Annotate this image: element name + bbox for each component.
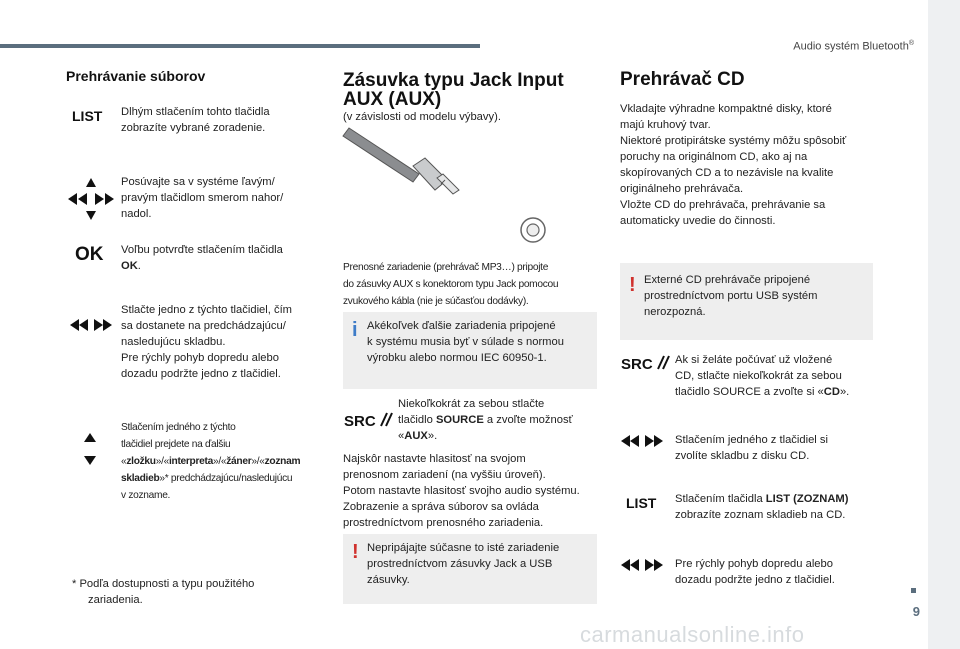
volume-instructions: Najskôr nastavte hlasitosť na svojom prenosnom zariadení (na vyššiu úroveň). Potom nastavte hlasitosť svojho audio systému. Zobrazenie a správa súborov sa ovláda prostredníctvom prenosného zariadenia. xyxy=(343,453,580,529)
info-iec-text: Akékoľvek ďalšie zariadenia pripojené k systému musia byť v súlade s normou výrobku alebo normou IEC 60950-1. xyxy=(367,320,564,364)
warning-icon: ! xyxy=(629,274,636,296)
page-number: 9 xyxy=(912,604,920,619)
info-icon: i xyxy=(352,319,358,341)
source-button-icon xyxy=(621,354,669,372)
heading-file-playback: Prehrávanie súborov xyxy=(66,68,206,84)
four-way-arrows-icon xyxy=(68,178,114,220)
jack-caption: Prenosné zariadenie (prehrávač MP3…) pripojte do zásuvky AUX s konektorom typu Jack pomocou zvukového kábla (nie je súčasťou dodávky). xyxy=(343,262,559,307)
list-description: Dlhým stlačením tohto tlačidla zobrazíte vybrané zoradenie. xyxy=(121,106,270,134)
jack-plug-illustration xyxy=(343,128,553,246)
folder-navigation-description: Stlačením jedného z týchto tlačidiel prejdete na ďalšiu «zložku»/«interpreta»/«žáner»/«zoznam skladieb»* predchádzajúcu/nasledujúcu v zozname. xyxy=(121,422,301,501)
warning-jack-usb-text: Nepripájajte súčasne to isté zariadenie prostredníctvom zásuvky Jack a USB zásuvky. xyxy=(367,542,560,586)
source-cd-text: Ak si želáte počúvať už vložené CD, stlačte niekoľkokrát za sebou tlačidlo SOURCE a zvoľte si «CD». xyxy=(675,354,850,398)
ok-description: Voľbu potvrďte stlačením tlačidla OK. xyxy=(121,244,283,272)
cd-list-text: Stlačením tlačidla LIST (ZOZNAM) zobrazíte zoznam skladieb na CD. xyxy=(675,493,849,521)
up-down-arrows-icon xyxy=(84,433,96,465)
page-marker xyxy=(911,588,916,593)
cd-fast-text: Pre rýchly pohyb dopredu alebo dozadu podržte jedno z tlačidiel. xyxy=(675,558,835,586)
ok-key-label: OK xyxy=(75,244,104,265)
source-aux-text: Niekoľkokrát za sebou stlačte tlačidlo SOURCE a zvoľte možnosť «AUX». xyxy=(398,398,573,442)
cd-track-select-text: Stlačením jedného z tlačidiel si zvolíte skladbu z disku CD. xyxy=(675,434,828,462)
warning-icon: ! xyxy=(352,541,359,563)
navigate-description: Posúvajte sa v systéme ľavým/ pravým tlačidlom smerom nahor/ nadol. xyxy=(121,176,284,220)
footnote: * Podľa dostupnosti a typu použitého zariadenia. xyxy=(72,578,255,606)
list-key-label: LIST xyxy=(72,108,103,124)
heading-jack-aux: Zásuvka typu Jack Input AUX (AUX) xyxy=(343,70,564,110)
jack-model-note: (v závislosti od modelu výbavy). xyxy=(343,111,501,123)
fast-forward-rewind-icon xyxy=(621,558,663,572)
source-button-icon xyxy=(344,411,392,429)
cd-intro-text: Vkladajte výhradne kompaktné disky, ktoré majú kruhový tvar. Niektoré protipirátske systémy môžu spôsobiť poruchy na originálnom CD, ako aj na skopírovaných CD a to nezávisle na kvalite originálneho prehrávača. Vložte CD do prehrávača, prehrávanie sa automaticky uvedie do činnosti. xyxy=(620,103,847,227)
heading-cd-player: Prehrávač CD xyxy=(620,69,745,90)
prev-next-arrows-icon xyxy=(621,434,663,448)
prev-next-description: Stlačte jedno z týchto tlačidiel, čím sa dostanete na predchádzajúcu/ nasledujúcu skladbu. Pre rýchly pohyb dopredu alebo dozadu podržte jedno z tlačidiel. xyxy=(121,304,292,380)
list-key-label: LIST xyxy=(626,495,657,511)
svg-text:SRC: SRC xyxy=(344,413,376,430)
svg-text:SRC: SRC xyxy=(621,356,653,373)
page-side-strip xyxy=(928,0,960,649)
header-rule xyxy=(0,44,480,48)
watermark: carmanualsonline.info xyxy=(580,622,805,647)
section-title: Audio systém Bluetooth® xyxy=(793,40,914,53)
prev-next-arrows-icon xyxy=(70,318,112,332)
warning-usb-cd-text: Externé CD prehrávače pripojené prostredníctvom portu USB systém nerozpozná. xyxy=(644,274,818,318)
